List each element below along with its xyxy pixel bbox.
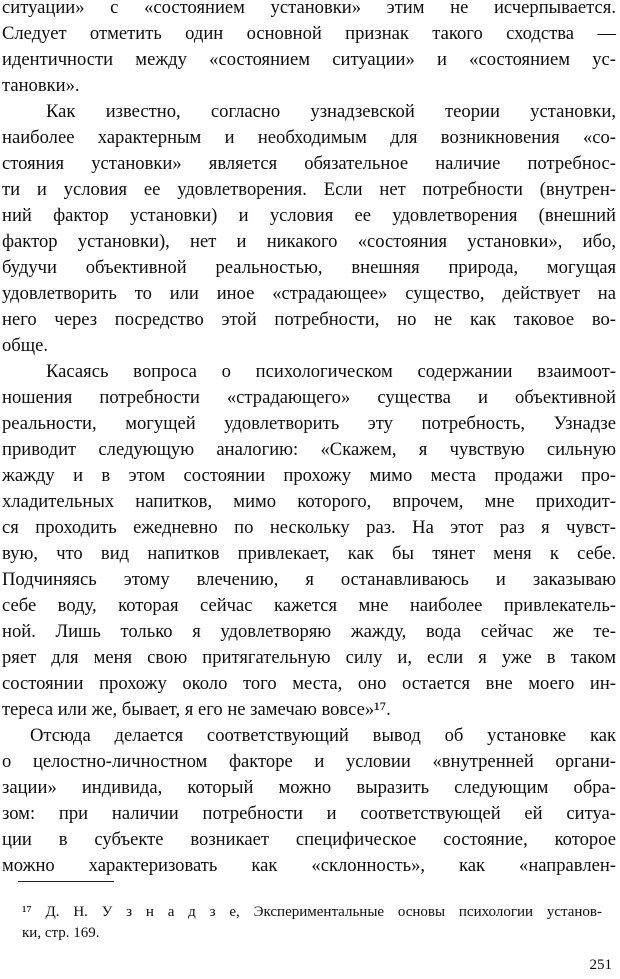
- text-line: будучи объективной реальностью, внешняя природа, могущая: [2, 257, 616, 278]
- text-line: наиболее характерным и необходимым для возникновения «со-: [2, 127, 616, 148]
- text-line: стояния установки» является обязательное наличие потребнос-: [2, 153, 616, 174]
- text-line: ситуации» с «состоянием установки» этим не исчерпывается.: [2, 0, 616, 18]
- text-line: состоянии прохожу около того места, оно остается вне моего ин-: [2, 673, 616, 694]
- text-line: ношения потребности «страдающего» существа и объективной: [2, 387, 616, 408]
- text-line: ряет для меня свою притягательную силу и, если я уже в таком: [2, 647, 616, 668]
- text-line: тановки».: [2, 75, 80, 96]
- text-line: приводит следующую аналогию: «Скажем, я чувствую сильную: [2, 439, 616, 460]
- text-line: ной. Лишь только я удовлетворяю жажду, вода сейчас же те-: [2, 621, 616, 642]
- text-line: можно характеризовать как «склонность», как «направлен-: [2, 855, 616, 876]
- text-line: него через посредство этой потребности, но не как таковое во-: [2, 309, 616, 330]
- text-line: ний фактор установки) и условия ее удовлетворения (внешний: [2, 205, 616, 226]
- footnote-line: ки, стр. 169.: [22, 925, 100, 941]
- text-line: жажду и в этом состоянии прохожу мимо места продажи про-: [2, 465, 616, 486]
- text-line: обще.: [2, 335, 48, 356]
- text-line: фактор установки), нет и никакого «состояния установки», ибо,: [2, 231, 616, 252]
- text-line: Подчиняясь этому влечению, я останавливаюсь и заказываю: [2, 569, 616, 590]
- text-line: тереса или же, бывает, я его не замечаю вовсе»¹⁷.: [2, 699, 391, 720]
- text-line: хладительных напитков, мимо которого, впрочем, мне приходит-: [2, 491, 616, 512]
- paragraph-first-line: Отсюда делается соответствующий вывод об установке как: [30, 725, 616, 746]
- text-line: зом: при наличии потребности и соответствующей ей ситуа-: [2, 803, 616, 824]
- text-line: себе воду, которая сейчас кажется мне наиболее привлекатель-: [2, 595, 616, 616]
- text-line: реальности, могущей удовлетворить эту потребность, Узнадзе: [2, 413, 616, 434]
- paragraph-first-line: Касаясь вопроса о психологическом содержании взаимоот-: [46, 361, 616, 382]
- text-line: зации» индивида, который можно выразить следующим обра-: [2, 777, 616, 798]
- text-line: Следует отметить один основной признак такого сходства —: [2, 23, 616, 44]
- text-line: ся проходить ежедневно по нескольку раз. На этот раз я чувст-: [2, 517, 616, 538]
- text-line: о целостно-личностном факторе и условии «внутренней органи-: [2, 751, 616, 772]
- text-line: ти и условия ее удовлетворения. Если нет потребности (внутрен-: [2, 179, 616, 200]
- text-line: ции в субъекте возникает специфическое состояние, которое: [2, 829, 616, 850]
- text-line: удовлетворить то или иное «страдающее» существо, действует на: [2, 283, 616, 304]
- text-line: вую, что вид напитков привлекает, как бы тянет меня к себе.: [2, 543, 616, 564]
- page-number: 251: [589, 957, 612, 973]
- paragraph-first-line: Как известно, согласно узнадзевской теории установки,: [46, 101, 616, 122]
- footnote-line: ¹⁷ Д. Н. У з н а д з е, Экспериментальные основы психологии установ-: [22, 904, 602, 920]
- text-line: идентичности между «состоянием ситуации» и «состоянием ус-: [2, 49, 616, 70]
- footnote-divider: [18, 881, 114, 882]
